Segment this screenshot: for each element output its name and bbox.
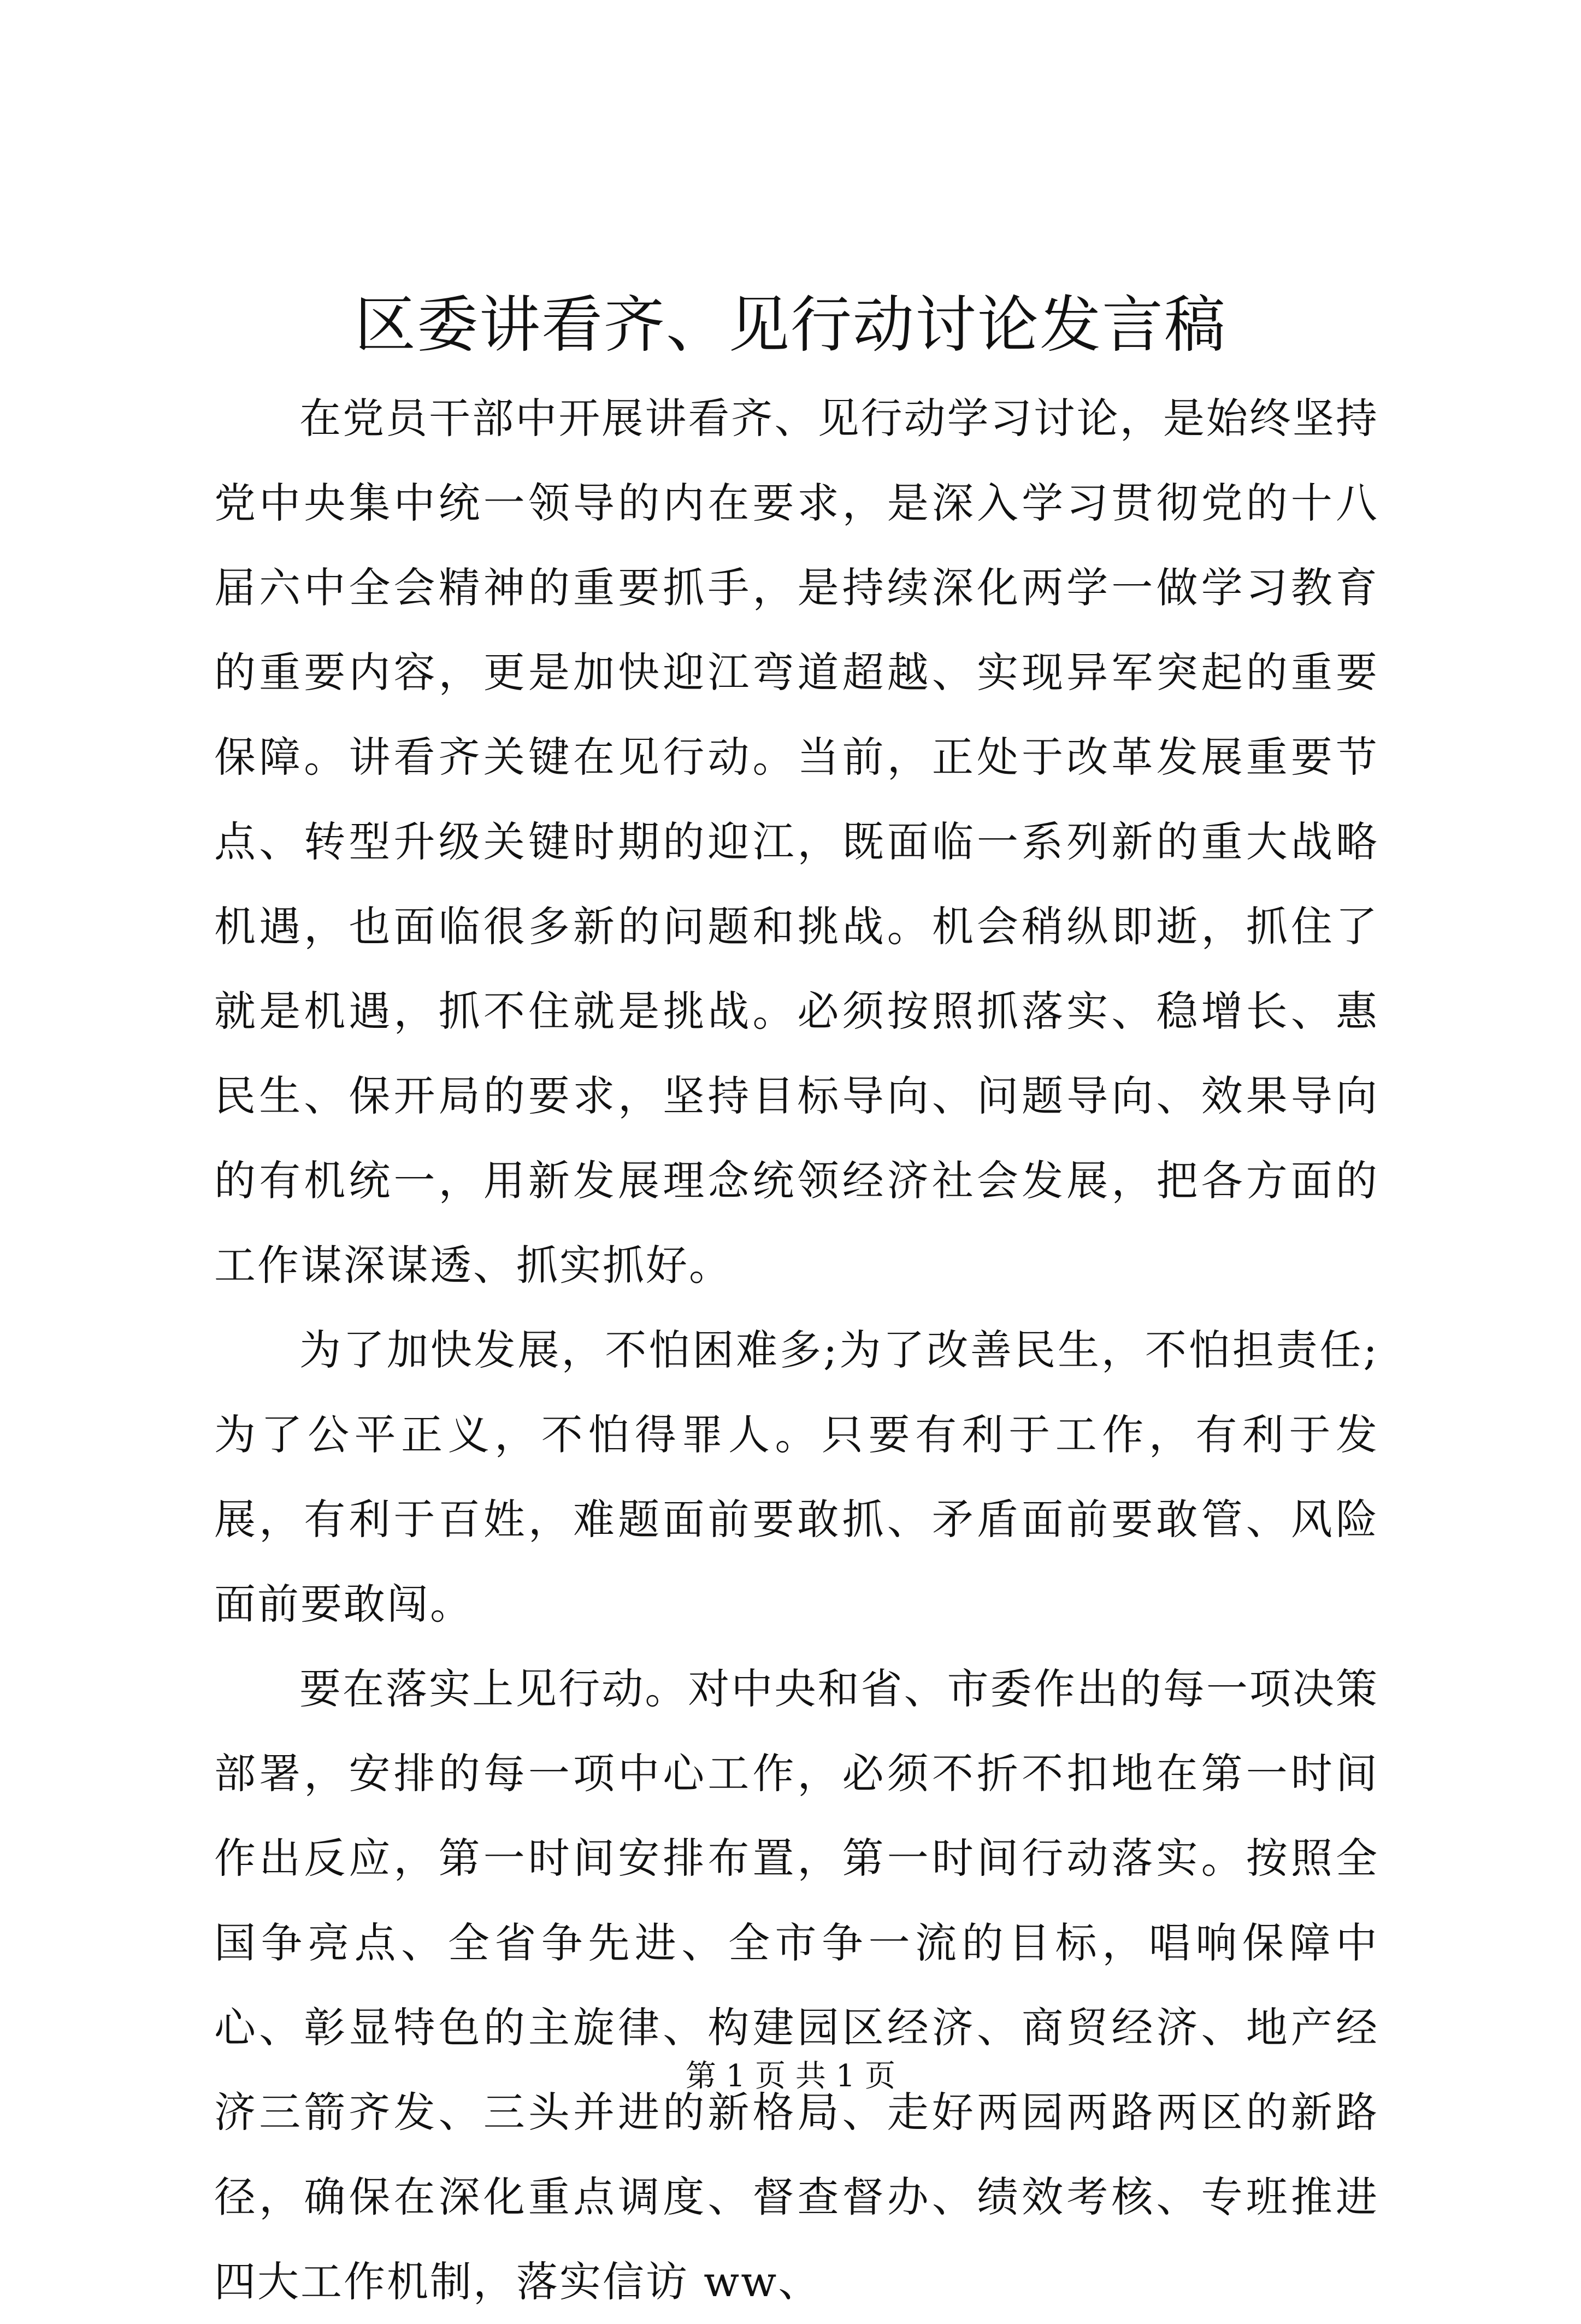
document-title: 区委讲看齐、见行动讨论发言稿 bbox=[355, 290, 1226, 361]
page-footer: 第 1 页 共 1 页 bbox=[685, 2058, 896, 2094]
paragraph-2: 为了加快发展，不怕困难多;为了改善民生，不怕担责任;为了公平正义，不怕得罪人。只要有利于工作，有利于发展，有利于百姓，难题面前要敢抓、矛盾面前要敢管、风险面前要敢闯。 bbox=[214, 1326, 1379, 1628]
paragraph-3: 要在落实上见行动。对中央和省、市委作出的每一项决策部署，安排的每一项中心工作，必须不折不扣地在第一时间作出反应，第一时间安排布置，第一时间行动落实。按照全国争亮点、全省争先进、全市争一流的目标，唱响保障中心、彰显特色的主旋律、构建园区经济、商贸经济、地产经济三箭齐发、三头并进的新格局、走好两园两路两区的新路径，确保在深化重点调度、督查督办、绩效考核、专班推进四大工作机制，落实信访 ww、 bbox=[214, 1664, 1379, 2306]
document-body bbox=[214, 376, 1379, 2324]
paragraph-1: 在党员干部中开展讲看齐、见行动学习讨论，是始终坚持党中央集中统一领导的内在要求，是深入学习贯彻党的十八届六中全会精神的重要抓手，是持续深化两学一做学习教育的重要内容，更是加快迎江弯道超越、实现异军突起的重要保障。讲看齐关键在见行动。当前，正处于改革发展重要节点、转型升级关键时期的迎江，既面临一系列新的重大战略机遇，也面临很多新的问题和挑战。机会稍纵即逝，抓住了就是机遇，抓不住就是挑战。必须按照抓落实、稳增长、惠民生、保开局的要求，坚持目标导向、问题导向、效果导向的有机统一，用新发展理念统领经济社会发展，把各方面的工作谋深谋透、抓实抓好。 bbox=[214, 394, 1379, 1290]
